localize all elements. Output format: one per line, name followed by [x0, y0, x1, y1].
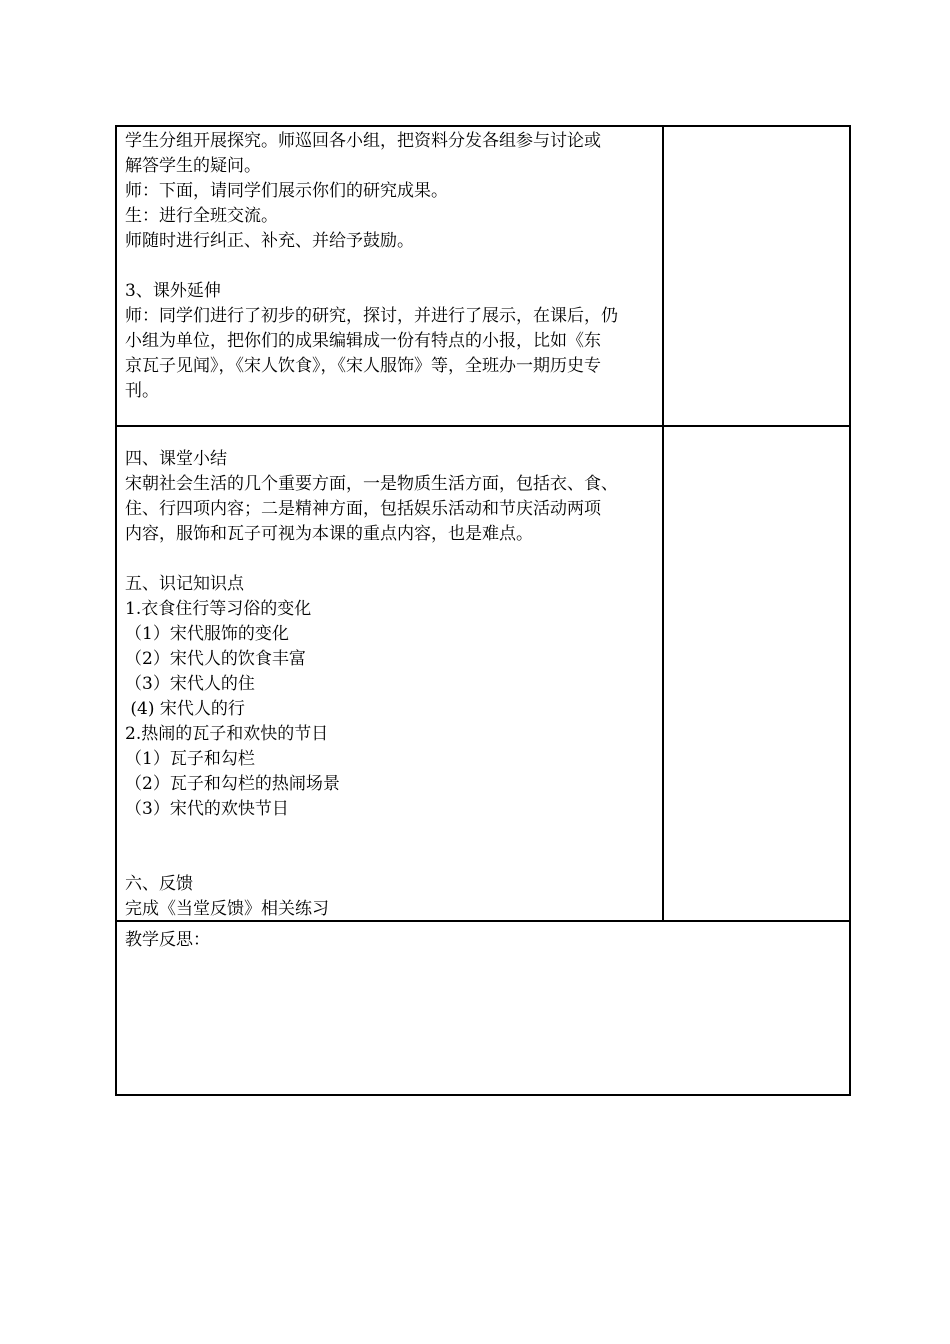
section-heading-reflection: 教学反思： — [125, 930, 210, 950]
text-line: 完成《当堂反馈》相关练习 — [125, 899, 329, 919]
text-line: 1.衣食住行等习俗的变化 — [125, 599, 312, 619]
spacer — [125, 847, 654, 872]
section-heading-knowledge: 五、识记知识点 — [125, 574, 244, 594]
text-line: 小组为单位，把你们的成果编辑成一份有特点的小报，比如《东 — [125, 331, 601, 351]
section-heading-extension: 3、课外延伸 — [125, 281, 221, 301]
text-line: （3）宋代人的住 — [125, 674, 255, 694]
content-cell — [116, 426, 663, 921]
text-line: 师随时进行纠正、补充、并给予鼓励。 — [125, 231, 414, 251]
table-row — [116, 921, 850, 1095]
text-line: 京瓦子见闻》，《宋人饮食》，《宋人服饰》等，全班办一期历史专 — [125, 356, 601, 376]
text-line: （1）瓦子和勾栏 — [125, 749, 255, 769]
text-line: （1）宋代服饰的变化 — [125, 624, 289, 644]
text-line: 宋朝社会生活的几个重要方面，一是物质生活方面，包括衣、食、 — [125, 474, 618, 494]
section-heading-summary: 四、课堂小结 — [125, 449, 227, 469]
spacer — [125, 822, 654, 847]
spacer — [125, 547, 654, 572]
spacer — [125, 254, 654, 279]
content-cell — [116, 126, 663, 426]
text-line: 学生分组开展探究。师巡回各小组，把资料分发各组参与讨论或 — [125, 131, 601, 151]
text-line: 2.热闹的瓦子和欢快的节日 — [125, 724, 329, 744]
table-row — [116, 426, 850, 921]
notes-cell — [663, 126, 850, 426]
lesson-plan-table — [115, 125, 851, 1096]
reflection-cell — [116, 921, 850, 1095]
text-line: （2）宋代人的饮食丰富 — [125, 649, 306, 669]
text-line: 内容，服饰和瓦子可视为本课的重点内容，也是难点。 — [125, 524, 533, 544]
text-line: 解答学生的疑问。 — [125, 156, 261, 176]
text-line: 师：下面，请同学们展示你们的研究成果。 — [125, 181, 448, 201]
text-line: (4) 宋代人的行 — [125, 699, 245, 719]
text-line: 生：进行全班交流。 — [125, 206, 278, 226]
text-line: （2）瓦子和勾栏的热闹场景 — [125, 774, 340, 794]
table-row — [116, 126, 850, 426]
section-heading-feedback: 六、反馈 — [125, 874, 193, 894]
text-line: 刊。 — [125, 381, 159, 401]
text-line: 住、行四项内容；二是精神方面，包括娱乐活动和节庆活动两项 — [125, 499, 601, 519]
notes-cell — [663, 426, 850, 921]
text-line: 师：同学们进行了初步的研究，探讨，并进行了展示，在课后，仍 — [125, 306, 618, 326]
text-line: （3）宋代的欢快节日 — [125, 799, 289, 819]
